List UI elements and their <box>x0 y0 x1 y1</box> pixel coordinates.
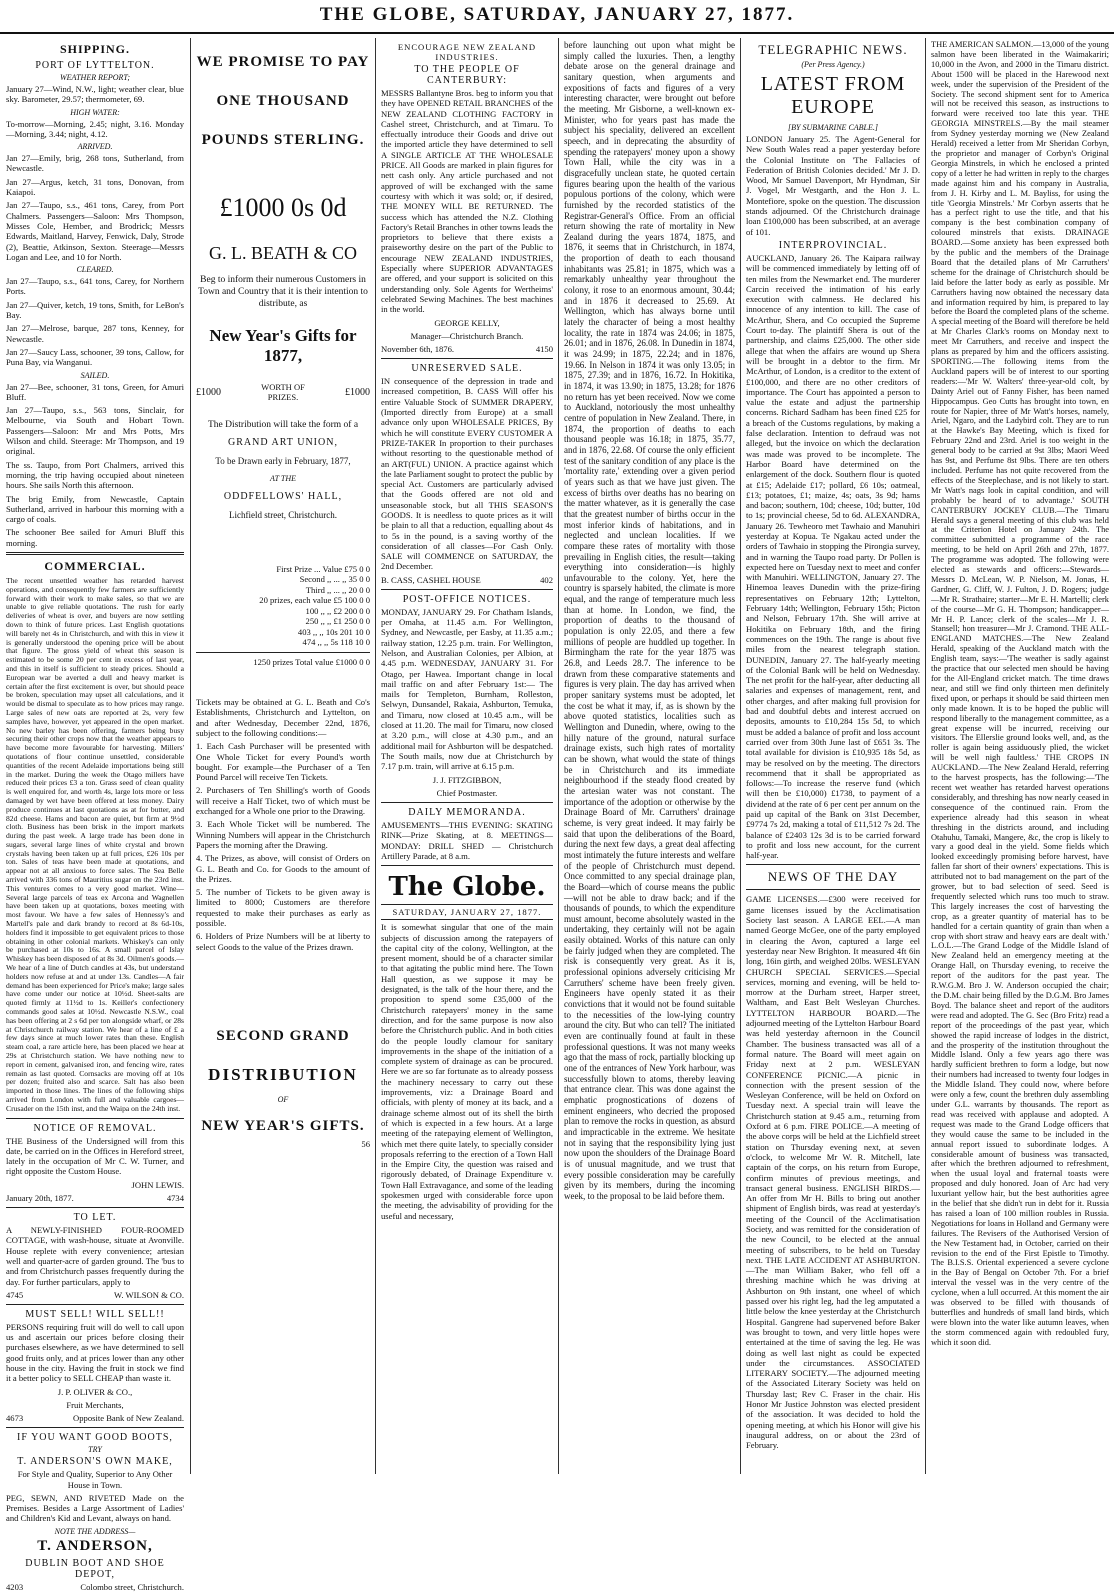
distribution: DISTRIBUTION <box>208 1064 358 1084</box>
news-of-the-day-heading: NEWS OF THE DAY <box>767 869 899 885</box>
condition: 6. Holders of Prize Numbers will be at liberty to select Goods to the value of the Prizes drawn. <box>196 931 370 952</box>
column-divider <box>375 38 376 1474</box>
interprovincial-news: AUCKLAND, January 26. The Kaipara railway will be commenced immediately by letting off of ten miles from the Newmarket end. The murderer Carcin received the intimation of his early execution with calmness. He declared his innocence of any intention to kill. The case of McArthur, Shera, and Co occupied the Supreme Court to-day. The plaintiff Shera is out of the partnership, and claims £25,000. The other side allege that when the affairs are wound up Shera will be brought in a debtor to the firm. Mr McArthur, of London, is a creditor to the extent of £100,000, and there are no other creditors of importance. The Court has appointed a person to value the estate and adjust the partnership concerns. Richard Sadham has been fined £25 for a breach of the Customs regulations, by making a false declaration. Intention to defraud was not alleged, but the invoice on which the declaration was made was proved to be incomplete. The Harbor Board have determined on the enlargement of the dock. Southern flour is quoted at £15; Adelaide £17; pollard, £6 10s; oatmeal, £13; potatoes, £1; maize, 4s; oats, 3s 9d; hams and bacon; southern, 10d; cheese, 10d; butter, 10d to 1s; provincial cheese, 5d to 6d. ALEXANDRA, January 26. Tewheoro met Tawhaio and Manuhiri yesterday at Kopua. Te Ngakau acted under the orders of Tawhaio in stopping the Pirongia survey, and in warning the Taupo road party. Dr Pollen is expected here on Tuesday next to meet and confer with Manuhiri. WELLINGTON, January 27. The Hinemoa leaves Dunedin with the prize-firing representatives on February 12th; Lyttelton, February 14th; Wellington, February 15th; Picton and Nelson, February 17th. She will arrive at Hokitika on February 18th, and the firing commences on the 19th. The range is about five miles from the nearest telegraph station. DUNEDIN, January 27. The half-yearly meeting of the Colonial Bank will be held on Wednesday. The net profit for the half-year, after deducting all salaries and expenses of management, rent, and other charges, and after making full provision for bad and doubtful debts and interest accrued on deposits, amounts to £10,284 15s 5d, to which must be added a balance of profit and loss account carried over from 30th June last of £651 3s. The total available for division is £10,935 18s 5d, as may be resolved on by the meeting. The directors recommend that it shall be appropriated as follows:—To increase the reserve fund (which will then be £10,000) £1738, to payment of a dividend at the rate of 6 per cent per annum on the paid up capital of the Bank on 31st December, £9774 7s 2d, making a total of £11,512 7s 2d. The balance of £2403 12s 3d is to be carried forward to profit and loss new account, for the current half-year. <box>746 252 920 861</box>
to-let-footer <box>6 1290 184 1300</box>
of-label: OF <box>277 1094 289 1104</box>
boots-tagline: For Style and Quality, Superior to Any Other House in Town. <box>17 1469 173 1490</box>
column-editorial-cont <box>564 40 735 1474</box>
must-sell-trade: Fruit Merchants, <box>66 1399 124 1410</box>
commercial-report: The recent unsettled weather has retarded harvest operations, and consequently few farmers are sufficiently forward with their work to make sales, so that we are unable to give reliable quotations. The rush for early deliveries of wheat is over, and buyers are now settling down to think of future prices. Last English quotations will barely net 4s in Christchurch, and with this in view it is generally understood the opening price will be about that figure. The gross yield of wheat this season is estimated to be some 20 per cent in excess of last year, and this in itself is sufficient to steady prices. Should a European war be averted a dull and heavy market is certain after the first excitement is over, but should peace be broken, speculation may upset all calculations, and it would be dismal to speculate as to how prices may range. Large sales of new oats are reported at 2s, very few samples have, however, yet appeared in the open market. No new barley has been offering, farmers being busy securing their other crops now that the weather appears to have become more favourable for harvesting. Millers' quotations of flour continue unsettled, considerable quantities of the recent Adelaide importations being still in the market. During the week the Otago millers have reduced their prices £3 a ton. Grass seed of clean quality is well enquired for, and worth 4s, large lots more or less damaged by wet have been offered at less money. Dairy produce continues at last quotations as at for butter, and 82d cheese. Hams and bacon are quiet, but firm at 9½d cloth. Business has been brisk in the import markets during the past week. A large trade has been done in sugars, several large lines of white crystal and brown crystals having been taken up at full prices, £26 10s per ton. Sales of teas have been made at quotations, and appear not at all anxious to force sales. The Sea Belle arrived with 336 tons of Mauritius sugar on the 23rd inst. This ventures comes to a very good market. Wine—Several large parcels of teas ex Arcona and Wagnellen have been taken up at quotations, boxes meeting with most favour. We have a few sales of Hennessy's and Martell's pale and dark brandy to record at 8s 6d-10s, holders find it impossible to get equivalent prices to those obtaining in other colonial markets. Whiskey's can only be purchased at 10s to 16s. A small parcel of Islay Whiskey has been disposed of at 8s 3d. Oilmen's goods.—We hear of a line of Dutch candles at 43s, but understand holders now refuse at and at under 13s. Candles—A fair demand has been experienced for Price's make; large sales have come under our notice at 10½d. Sheet-salts are quoted firmly at 11½d to 1s. Keiller's confectionery commands good sales at 10½d. Newcastle N.S.W., coal has been offering at 2 s 6d per ton alongside wharf, or 28s at Christchurch railway station. We hear of a line of £ a few days since at much lower rates than these. English steam coal, a rare article here, has been placed we hear at 29s at Christchurch station. We have nothing new to report in cement, galvanised iron, and fencing wire, rates remain as last quoted. Cornsacks are moving off at 10s per dozen; fruited also and scarce. Salt has also been imported in those lines. The lines of the following ships arrived from London with full and valuable cargoes—Crusader on the 15th inst, and the Waipa on the 24th inst. <box>6 575 184 1113</box>
divider <box>381 802 553 803</box>
to-let-signature: W. WILSON & CO. <box>114 1289 184 1300</box>
prize-row <box>196 564 370 575</box>
ad-number: 4150 <box>535 344 553 355</box>
people-heading: TO THE PEOPLE OF CANTERBURY: <box>414 64 520 86</box>
post-office-heading: POST-OFFICE NOTICES. <box>402 593 532 605</box>
removal-footer <box>6 1193 184 1203</box>
boots-depot: DUBLIN BOOT AND SHOE DEPOT, <box>25 1557 165 1580</box>
prize-row <box>196 585 370 596</box>
divider <box>6 552 184 555</box>
prize-row <box>196 627 370 638</box>
to-let-notice: A NEWLY-FINISHED FOUR-ROOMED COTTAGE, with wash-house, situate at Avonville. House replete with every convenience; artesian well and quarter-acre of garden ground. The 'bus to and from Christchurch passes frequently during the day. For further particulars, apply to <box>6 1225 184 1287</box>
ad-number: 4745 <box>6 1289 24 1300</box>
masthead-rule <box>0 32 1114 34</box>
prize-label: Third ,, ... ,, 20 0 0 <box>305 584 370 595</box>
prize-label: 474 ,, ,, 5s 118 10 0 <box>302 637 370 648</box>
editorial-continued: before launching out upon what might be simply called the luxuries. Then, a lengthy debate arose on the general drainage and sanitary question, when arguments and expositions of facts and figures of a very interesting character, were brought out before the meeting. Mr Gisborne, a well-known ex-Minister, who for years past has made the subject his speciality, delivered an excellent speech, and in deprecating the absurdity of spending the ratepayers' money upon a showy Town Hall, while the city was in a disgracefully unclean state, he quoted certain figures bearing upon the health of the various populous portions of the colony, which were furnished by the recorded statistics of the Registrar-General's Office. From an official return showing the rate of mortality in New Zealand during the years 1874, 1875, and 1876, it seems that in Christchurch, in 1874, the proportion of death to each thousand inhabitants was 25.81; in 1875, which was a remarkably unhealthy year throughout the colony, it rose to an enormous amount, 30.44; and in 1876 it decreased to 25.69. At Wellington, which has always borne until lately the character of being a most healthy locality, the rate in 1874 was 24.06; in 1875, 26.01; and in 1876, 26.08. In Dunedin in 1874, it was 24.99; in 1875, 22.24; and in 1876, 19.66. In Nelson in 1874 it was only 13.05; in 1875, 27.39; and in 1876, 16.72. In Hokitika, in 1874, it was 13.90; in 1875, 13.28; for 1876 no return has yet been received. Now we come to Auckland, notoriously the most unhealthy centre of population in New Zealand. There, in 1874, the proportion of deaths to each thousand people was 16.18; in 1875, 35.77, and in 1876, 22.68. Of course the only efficient test of the sanitary condition of any place is the 'mortality rate,' extending over a given period of years such as that we have just given. The excess of births over deaths has no bearing on the matter whatever, as it is generally the case that the greatest number of births occur in the most inferior kinds of habitations, and in neglected and unclean localities. If we compare these rates of mortality with those prevailing in English cities, the result—taking everything into consideration—is highly unfavourable to the colony. Yet, here the country is sparsely habited, the climate is more equal, and the range of temperature much less than at home. In London, we find, the proportion of deaths to the thousand of population is only 22.05, and there a few millions of people are huddled up together. In Birmingham the rate for the year 1875 was 26.8, and Leeds 28.7. The inference to be drawn from these comparative statements and figures is very plain. The day has arrived when proper sanitary systems must be adopted, let the cost be what it may, if, as is shown by the above quoted statistics, localities such as Wellington and Dunedin, where, owing to the hilly nature of the ground, natural surface drainage exists, such high rates of mortality can be shown, what would the state of things be in Christchurch and its immediate neighbourhood if the steady flood created by the artesian water was not constant. The importance of the adoption or otherwise by the Drainage Board of Mr. Carruthers' drainage scheme, is very great indeed. It may fairly be said that upon the deliberations of the Board, during the next few days, a great deal affecting most intimately the future interests and welfare of the people of Christchurch must depend. Once committed to any special drainage plan, the Board—which of course means the public—will not be able to draw back; and if the thousands of pounds, to which the expenditure must amount, become absolutely wasted in the undertaking, they certainly will not be again easily obtained. Works of this nature can only be fairly judged when they are completed. The risk is consequently very great. As it is, professional opinions adversely criticising Mr Carruthers' scheme have been freely given. Engineers have openly stated it as their convictions that it would not be found suitable to the necessities of the low-lying country around the city. But who can tell? The initiated even are continually found at fault in these professional questions. It was not many weeks ago that the mass of rock, partially blocking up one of the entrances of New York harbour, was successfully blown to atoms, thereby leaving that entrance clear. This was done against the emphatic prognostications of dozens of eminent engineers, who decried the proposed plan to remove the rocks in question, as absurd and impracticable in the extreme. We hesitate not in saying that the responsibility lying just now upon the shoulders of the Drainage Board is of unusual magnitude, and we trust that every possible consideration may be carefully given by its members, during the incoming week, to the proposal to be laid before them. <box>564 40 735 1201</box>
removal-heading: NOTICE OF REMOVAL. <box>33 1122 157 1134</box>
divider <box>381 865 553 866</box>
advert-amount: £1000 0s 0d <box>219 193 347 222</box>
second-grand: SECOND GRAND <box>216 1027 350 1044</box>
sailed-heading: SAILED. <box>80 370 110 380</box>
postmaster-signature: J. J. FITZGIBBON, <box>432 774 502 785</box>
prize-row <box>196 595 370 606</box>
ad-number: 56 <box>361 1138 370 1149</box>
advert-line-1: WE PROMISE TO PAY <box>196 54 370 70</box>
cleared-heading: CLEARED. <box>76 265 114 275</box>
latest-from-europe: LATEST FROM EUROPE <box>760 73 906 118</box>
shipping-entry: Jan 27—Emily, brig, 268 tons, Sutherland, from Newcastle. <box>6 153 184 174</box>
prize-label: 403 ,, ,, 10s 201 10 0 <box>297 626 370 637</box>
globe-title: The Globe. <box>388 872 546 903</box>
weather-heading: WEATHER REPORT; <box>59 73 131 82</box>
column-divider <box>925 38 926 1474</box>
clothing-signature: GEORGE KELLY, <box>434 317 500 328</box>
prize-label: 20 prizes, each value £5 100 0 0 <box>259 595 370 606</box>
removal-notice: THE Business of the Undersigned will from this date, be carried on in the Offices in Hereford street, lately in the occupation of Mr C. W. Turner, and right opposite the Custom House. <box>6 1135 184 1177</box>
worth-middle: WORTH OF PRIZES. <box>261 382 305 402</box>
must-sell-heading: MUST SELL! WILL SELL!! <box>25 1308 165 1320</box>
shipping-entry: Jan 27—Taupo, s.s., 563 tons, Sinclair, for Melbourne, via South and Hobart Town. Passengers—Saloon: Mr and Mrs Potts, Mrs Wilson and child. Steerage: Mr Thompson, and 19 original. <box>6 405 184 457</box>
prize-total-label: 1250 prizes Total value £1000 0 0 <box>253 656 370 667</box>
divider <box>6 1118 184 1119</box>
must-sell-footer <box>6 1413 184 1423</box>
new-years-gifts: NEW YEAR'S GIFTS. <box>201 1117 365 1134</box>
must-sell-signature: J. P. OLIVER & CO., <box>57 1386 133 1397</box>
prize-row <box>196 637 370 648</box>
boots-heading: IF YOU WANT GOOD BOOTS, <box>17 1432 173 1444</box>
shipping-entry: Jan 27—Taupo, s.s., 641 tons, Carey, for Northern Ports. <box>6 276 184 297</box>
memoranda: AMUSEMENTS—THIS EVENING: SKATING RINK—Prize Skating, at 8. MEETINGS—MONDAY: DRILL SHED — Christchurch Artillery Parade, at 8 a.m. <box>381 820 553 861</box>
clothing-footer <box>381 344 553 354</box>
london-news: LONDON January 25. The Agent-General for New South Wales read a paper yesterday before the Colonial Institute on 'The Fallacies of Federation of British Colonies decided.' Mr J. D. Wood, Mr Samuel Davenport, Mr Hyndman, Sir J. Vogel, Mr Westgarth, and the Hon J. L. Montefiore, spoke on the question. The discussion stands adjourned. Of the Christchurch drainage loan £100,000 has been subscribed, at an average of 101. <box>746 134 920 237</box>
shipping-heading: SHIPPING. <box>59 42 130 56</box>
worth-left: £1000 <box>196 386 221 398</box>
sale-footer <box>381 575 553 585</box>
divider <box>6 1304 184 1305</box>
tickets-info: Tickets may be obtained at G. L. Beath and Co's Establishments, Christchurch and Lyttelton, on and after Wednesday, December 22nd, 1876, subject to the following conditions:— <box>196 697 370 738</box>
editorial-text: It is somewhat singular that one of the main subjects of discussion among the ratepayers of the capital city of the colony, Wellington, at the present moment, should be of a character similar to that agitating the public mind here. The Town Hall question, as we suppose it may be designated, is the talk of the hour there, and the proposition to spend some £35,000 of the Christchurch ratepayers' money in the same direction, and for the same purpose is now also before the Christchurch public. And in both cities do the people loudly clamour for sanitary improvements in the shape of the initiation of a complete system of drainage as can be procured. Here we are so far fortunate as to already possess the machinery necessary to carry out these improvements, viz: a Drainage Board and officials, with plenty of money at its back, and a drainage scheme almost out of its shell the birth of which is expected in a few hours. At a large meeting of the ratepaying element of Wellington, which met there quite lately, to specially consider proposals referring to the erection of a Town Hall in the Empire City, the question was raised and rigorously debated, of Drainage Expenditure v. Town Hall Extravagance, and some of the leading spokesmen urged with considerable force upon the meeting, the advisability of providing for the useful and necessary, <box>381 922 553 1221</box>
boots-footer <box>6 1582 184 1592</box>
shipping-entry: Jan 27—Quiver, ketch, 19 tons, Smith, for LeBon's Bay. <box>6 299 184 321</box>
globe-date: SATURDAY, JANUARY 27, 1877. <box>381 904 553 920</box>
post-office-notices: MONDAY, JANUARY 29. For Chatham Islands, per Omaha, at 11.45 a.m. For Wellington, Sydney, and Newcastle, per Easby, at 11.35 a.m.; railway station, 12.25 p.m. train. For Wellington, Nelson, and Australian Colonies, per Albion, at 4.45 p.m. WEDNESDAY, JANUARY 31. For Otago, per Hawea. Important change in local mail traffic on and after February 1st:— The mails for Templeton, Burnham, Rolleston, Selwyn, Dunsandel, Rakaia, Ashburton, Temuka, and Timaru, now closed at 10.45 a.m., will be closed at 11.20. The mail for Timaru, now closed at 3.20 p.m., will close at 4.30 p.m., and an additional mail for Ashburton will be despatched. The South mails, now due at Christchurch by 7.17 p.m. train, will arrive at 6.15 p.m. <box>381 606 553 772</box>
column-divider <box>740 38 741 1474</box>
boots-note: NOTE THE ADDRESS— <box>54 1526 136 1536</box>
advert-line-3: POUNDS STERLING. <box>201 132 365 148</box>
divider <box>381 358 553 359</box>
commercial-heading: COMMERCIAL. <box>44 558 146 573</box>
ad-number: 4673 <box>6 1413 24 1424</box>
removal-date: January 20th, 1877. <box>6 1193 74 1204</box>
divider <box>6 1427 184 1428</box>
advert-intro: Beg to inform their numerous Customers in Town and Country that it is their intention to distribute, as <box>198 275 368 309</box>
shipping-entry: Jan 27—Taupo, s.s., 461 tons, Carey, from Port Chalmers. Passengers—Saloon: Mrs Thompson, Misses Cole, Hember, and Brodrick; Messrs Edwards, Maitland, Harvey, Fenwick, Daly, Strode (2), Beattie, Atkinson, Sexton. Steerage—Messrs Logan and Lee, and 10 for North. <box>6 200 184 262</box>
divider <box>196 652 370 653</box>
divider <box>6 1207 184 1208</box>
worth-right: £1000 <box>345 386 370 398</box>
prize-label: 100 ,, ,, £2 200 0 0 <box>305 605 370 616</box>
condition: 3. Each Whole Ticket will be numbered. The Winning Numbers will appear in the Christchurch Papers the morning after the Drawing. <box>196 819 370 850</box>
condition: 2. Purchasers of Ten Shilling's worth of Goods will receive a Half Ticket, two of which must be exchanged for a Whole one prior to the Drawing. <box>196 785 370 817</box>
boots-street: Colombo street, Christchurch. <box>80 1581 184 1592</box>
sale-heading: UNRESERVED SALE. <box>411 363 523 375</box>
news-continued: THE AMERICAN SALMON.—13,000 of the young salmon have been liberated in the Waimakariri; 10,000 in the Avon, and 2000 in the Timaru district. About 1500 will be placed in the Harewood next week, under the supervision of the President of the Society. The second shipment sent for to America will not be received this season, as instructions to forward were received too late this year. THE GEORGIA MINSTRELS.—By the mail steamer from Sydney yesterday morning we (New Zealand Herald) received a letter from Mr Sheridan Corbyn, the proprietor and manager of Corbyn's Original Georgia Minstrels, in which he enclosed a printed copy of a letter he had written in reply to the charges made against him and his company in Australia, from J. H. Kirby and L. M. Bayliss, for using the title 'Georgia Minstrels.' Mr Corbyn asserts that he has a perfect right to use the title, and that his company is the best combination company of coloured minstrels that exists. DRAINAGE BOARD.—Some anxiety has been expressed both by the public and the members of the Drainage Board that the detailed plans of Mr Carruthers' scheme for the drainage of Christchurch should be laid before the latter body as early as possible. Mr Carruthers having now obtained the necessary data and information required by him, is prepared to lay before the Board the completed plans of the scheme. A special meeting of the Board will therefore be held at Mr Charles Clark's rooms on Monday next to meet Mr Carruthers, and receive and inspect the plans as prepared by him and the officers assisting. SPORTING.—The following items from the Auckland papers will be of interest to our sporting readers:—'Mr W. Walters' three-year-old colt, by Dainty Ariel out of Fanny Fisher, has been named Hippocampus. Geo Cutts has brought into town, en route for Napier, three of Mr Watt's horses, namely, Ariel, Ngaro, and the Ladybird colt. They are to run at the Hawke's Bay Meeting, which is fixed for February 22nd and 23rd. Ariel is too weight in the general body to be carried at 9st 3lbs; Maori Weed has 9st, and Perfume 8st 9lbs. There are ten others included. Perfume has not quite recovered from the effects of the Steeplechase, and is not likely to start. Mr Watt's nags look in capital condition, and will probably be heard of to advantage.' SOUTH CANTERBURY JOCKEY CLUB.—The Timaru Herald says a general meeting of this club was held at the Criterion Hotel on January 24th. The committee submitted a programme of the race meeting, to be held on April 26th and 27th, 1877. The programme was adopted. The following were elected as stewards and officers:—Stewards—Messrs D. McLean, W. P. Nielson, M. Jonas, H. Gardner, G. Cliff, W. J. Fulton, J. D. Rogers; judge—Mr R. Strathaire; starter—Mr E. H. Martelli; clerk of the course—Mr G. H. Thompson; handicapper—Mr H. P. Lance; clerk of the scales—Mr J. R. Stansell; hon treasurer—Mr J. Cramond. THE ALL-ENGLAND MATCHES.—The New Zealand Herald, speaking of the Auckland match with the English team, says:—'The weather is sadly against the practice that our selected men should be having for the All-England cricket match. The time draws near, and still we find only thirteen men definitely fixed upon, or perhaps it should be said thirteen men only made known. It is to be hoped the public will respond liberally to the management committee, as a great expense will be incurred, receiving our visitors. The Ellerslie ground looks well, and, as the roller is again being assiduously plied, the wicket will be well nigh faultless.' THE CROPS IN AUCKLAND.—The New Zealand Herald, referring to the harvest prospects, has the following:—'The recent wet weather has retarded harvest operations considerably, and threshing has now nearly ceased in consequence of the continued rain. From the experience already had this season in wheat threshing in the districts around, and including Otahuhu, Tamaki, Mangere, &c, the crop is likely to vary a good deal in the yield. Some fields which looked exceedingly promising before harvest, have fallen far short of their owners' expectations. This is attributed not to bad management on the part of the grower, but to bad selection of seed. Seed is frequently selected which runs too much to straw. This largely increases the cost of harvesting the crop, as a greater quantity of material has to be handled for a certain quantity of grain than when a crop with short straw and heavy ears are dealt with.' L.O.L.—The Grand Lodge of the Middle Island of New Zealand held an emergency meeting at the Orange Hall, on Thursday evening, to receive the report of the auditors for the past year. The R.W.G.M. Bro J. W. Anderson occupied the chair; the D.M. chair being filled by the D.G.M. Bro James Boyd. The balance sheet and report of the auditors were read and adopted. The G. Sec (Bro Fritz) read a report of the proceedings of the past year, which showed the rapid increase of lodges in the district, and the prosperity of the institution throughout the Middle Island. Only a few years ago there was hardly sufficient brethren to form a lodge, but now their numbers had increased to twenty four lodges in the Middle Island. They could now, where before were only a few, count the brethren duly assembling under G.L. warrants by thousands. The report as read was received with applause and adopted. A request was made to the Grand Lodge officers that they would cause the same to be included in the annual report issued to subordinate lodges. A considerable amount of business was transacted, after which the brethren adjourned to refreshment, when the usual loyal and fraternal toasts were proposed and duly honored. Joan of Arc had very luxuriant yellow hair, but the best authorities agree in the belief that she didn't run in debt for it. Russia has raised a loan of 100 million roubles in Russia. Negotiations for loans in Holland and Germany were failures. The Revisers of the Authorised Version of the New Testament had, in October, carried on their revision to the end of the First Epistle to Timothy. The B.I.S.S. Oriental experienced a severe cyclone in the Bay of Bengal on October 7th. For a brief interval the vessel was in the very centre of the cyclone, when a lull occurred. At this moment the air was observed to be filled with thousands of butterflies and hundreds of small land birds, which were blown into the water like autumn leaves, when the storm commenced again with redoubled fury, which it soon did. <box>931 40 1109 1347</box>
ad-number: 402 <box>540 574 553 585</box>
prize-label: Second ,, ... ,, 35 0 0 <box>299 574 370 585</box>
telegraphic-heading: TELEGRAPHIC NEWS. <box>758 42 908 57</box>
column-beath-advert <box>196 40 370 1474</box>
boots-address-name: T. ANDERSON, <box>37 1537 153 1554</box>
arrived-heading: ARRIVED. <box>77 142 113 152</box>
shipping-note: The schooner Bee sailed for Amuri Bluff this morning. <box>6 527 184 548</box>
press-agency: (Per Press Agency.) <box>801 60 865 69</box>
column-shipping <box>6 40 184 1592</box>
shipping-note: The brig Emily, from Newcastle, Captain Sutherland, arrived in harbour this morning with a cargo of coals. <box>6 493 184 525</box>
removal-signature: JOHN LEWIS. <box>131 1179 184 1190</box>
high-water-times: To-morrow—Morning, 2.45; night, 3.16. Monday—Morning, 3.44; night, 4.12. <box>6 118 184 139</box>
advert-drawn: To be Drawn early in February, 1877, <box>215 456 351 466</box>
advert-at: AT THE <box>269 474 296 484</box>
divider <box>746 864 920 865</box>
news-of-the-day: GAME LICENSES.—£300 were received for game licenses issued by the Acclimatisation Society last season. A LARGE EEL.—A man named George McGee, one of the party employed in clearing the Avon, captured a large eel yesterday near New Brighton. It measured 4ft 6in long, 16in girth, and weighed 20lbs. WESLEYAN CHURCH SPECIAL SERVICES.—Special services, morning and evening, will be held to-morrow at the Durham street, Harper street, Waltham, and East Belt Wesleyan Churches. LYTTELTON HARBOUR BOARD.—The adjourned meeting of the Lyttelton Harbour Board was held yesterday afternoon in the Council Chamber. The business transacted was all of a formal nature. The Board will meet again on Friday next at 2 p.m. WESLEYAN CONFERENCE PICNIC.—A picnic in connection with the present session of the Wesleyan Conference, will be held on Oxford on Tuesday next. A special train will leave the Christchurch station at 9.45 a.m., returning from Oxford at 6 p.m. FIRE POLICE.—A meeting of the above corps will be held at the Lichfield street station on Thursday evening next, at seven o'clock, to welcome Mr W. R. Mitchell, late captain of the corps, on his return from Europe, confirm minutes of previous meetings, and transact general business. ENGLISH BIRDS.—An offer from Mr H. Bills to bring out another shipment of English birds, was read at yesterday's meeting of the Council of the Acclimatisation Society, and was remitted for the consideration of the new Council, to be elected at the annual meeting of subscribers, to be held on Tuesday next. THE LATE ACCIDENT AT ASHBURTON.—The man William Baker, who fell off a threshing machine which he was driving at Ashburton on 9th instant, one wheel of which passed over his right leg, had the leg amputated a little below the knee yesterday at the Christchurch Hospital. Gangrene had supervened before Baker was brought to town, and very little hopes were entertained at the time of saving the leg. He was doing as well last night as could be expected under the circumstances. ASSOCIATED LITERARY SOCIETY.—The adjourned meeting of the Associated Literary Society was held on Thursday last; Rev C. Fraser in the chair. His Honor Mr Justice Johnston was elected president of the association. It was decided to hold the opening meeting, at which his Honor will give his inaugural address, on or about the 23rd of February. <box>746 894 920 1451</box>
must-sell-address: Opposite Bank of New Zealand. <box>73 1413 184 1424</box>
advert-line-2: ONE THOUSAND <box>216 93 350 109</box>
interprovincial-heading: INTERPROVINCIAL. <box>778 239 888 251</box>
boots-maker: T. ANDERSON'S OWN MAKE, <box>17 1456 173 1468</box>
ad-number: 4203 <box>6 1581 24 1592</box>
encourage-heading: ENCOURAGE NEW ZEALAND INDUSTRIES. <box>397 42 537 62</box>
memoranda-heading: DAILY MEMORANDA. <box>408 807 526 819</box>
masthead: THE GLOBE, SATURDAY, JANUARY 27, 1877. <box>319 4 795 25</box>
weather-report: January 27—Wind, N.W., light; weather clear, blue sky. Barometer, 29.57; thermometer, 69. <box>6 84 184 105</box>
to-let-heading: TO LET. <box>73 1212 117 1224</box>
sale-signature: B. CASS, CASHEL HOUSE <box>381 574 481 585</box>
column-divider <box>558 38 559 1474</box>
must-sell-notice: PERSONS requiring fruit will do well to call upon us and ascertain our prices before closing their purchases elsewhere, as we have determined to sell good fruits only, and at prices lower than any other house in the city. Having the fruit in stock we find it a better policy to SELL CHEAP than waste it. <box>6 1321 184 1384</box>
advert-distribution: The Distribution will take the form of a <box>207 420 359 430</box>
advert-firm: G. L. BEATH & CO <box>209 243 357 263</box>
shipping-entry: Jan 27—Saucy Lass, schooner, 39 tons, Callow, for Puna Bay, via Wanganui. <box>6 346 184 368</box>
clothing-date: November 6th, 1876. <box>381 344 455 355</box>
shipping-entry: Jan 27—Argus, ketch, 31 tons, Donovan, from Kaiapoi. <box>6 176 184 198</box>
ad-number: 4734 <box>166 1193 184 1204</box>
shipping-entry: Jan 27—Melrose, barque, 287 tons, Kenney, for Newcastle. <box>6 323 184 344</box>
boots-description: PEG, SEWN, AND RIVETED Made on the Premises. Besides a Large Assortment of Ladies' and Children's Kid and Levant, always on hand. <box>6 1492 184 1524</box>
condition: 4. The Prizes, as above, will consist of Orders on G. L. Beath and Co. for Goods to the amount of the Prizes. <box>196 853 370 884</box>
column-divider <box>190 38 191 1474</box>
shipping-entry: Jan 27—Bee, schooner, 31 tons, Green, for Amuri Bluff. <box>6 381 184 402</box>
column-telegraphic <box>746 40 920 1474</box>
prize-row <box>196 616 370 627</box>
condition: 5. The number of Tickets to be given away is limited to 8000; Customers are therefore requested to make their purchases as early as possible. <box>196 887 370 929</box>
advert-street: Lichfield street, Christchurch. <box>229 510 337 521</box>
postmaster-title: Chief Postmaster. <box>436 787 498 798</box>
clothing-advert: MESSRS Ballantyne Bros. beg to inform you that they have OPENED RETAIL BRANCHES of the NEW ZEALAND CLOTHING FACTORY in Cashel street, Christchurch, and at Timaru. To effectually introduce their Goods and drive out the imported article they have determined to sell A SINGLE ARTICLE AT THE WHOLESALE PRICE. All Goods are marked in plain figures for nett cash only. Any article purchased and not approved of will be exchanged with the same courtesy with which it was sold; or, if desired, THE MONEY WILL BE RETURNED. The success which has attended the N.Z. Clothing Factory's Retail Branches in other towns leads the proprietors to believe that there exists a praiseworthy desire on the part of the Public to encourage NEW ZEALAND INDUSTRIES, Especially where SUPERIOR ADVANTAGES are offered, and your support is solicited on this understanding only. Sole Agents for Wertheims' celebrated Sewing Machines. The best machines in the world. <box>381 88 553 315</box>
divider <box>746 889 920 890</box>
boots-try: TRY <box>88 1445 102 1455</box>
divider <box>381 589 553 590</box>
column-news-cont <box>931 40 1109 1474</box>
high-water-heading: HIGH WATER: <box>70 107 120 117</box>
advert-hall: ODDFELLOWS' HALL, <box>223 491 343 503</box>
column-adverts-editorial <box>381 40 553 1474</box>
advert-worth <box>196 382 370 402</box>
advert-grand-art-union: GRAND ART UNION, <box>228 437 338 448</box>
prize-label: 250 ,, ,, £1 250 0 0 <box>305 616 370 627</box>
prize-total <box>196 657 370 668</box>
sale-notice: IN consequence of the depression in trade and increased competition, B. CASS Will offer his entire Valuable Stock of SUMMER DRAPERY, (Imported directly from Europe) at a small advance only upon WHOLESALE PRICES, By which he will constitute EVERY CUSTOMER A PRIZE-TAKER In proportion to their purchases without resorting to the questionable method of an ART(FUL) UNION. A practice against which the late Parliament sought to protect the public by special Act. Customers are particularly advised that the Goods offered are not old and unseasonable stock, but all THIS SEASON'S GOODS. It is needless to quote prices as it will be plain to all that a reduction, equalling about 4s to 5s in the pound, is a saving worthy of the consideration of all classes—For Cash Only. SALE will COMMENCE on SATURDAY, the 2nd December. <box>381 376 553 572</box>
prize-row <box>196 606 370 617</box>
submarine-cable: [BY SUBMARINE CABLE.] <box>788 123 878 132</box>
advert-gifts: New Year's Gifts for 1877, <box>209 326 357 365</box>
prize-label: First Prize ... Value £75 0 0 <box>276 563 370 574</box>
clothing-manager: Manager—Christchurch Branch. <box>410 330 524 341</box>
prize-row <box>196 574 370 585</box>
shipping-note: The ss. Taupo, from Port Chalmers, arrived this morning, the trip having occupied about nineteen hours. She sails North this afternoon. <box>6 459 184 491</box>
port-heading: PORT OF LYTTELTON. <box>35 60 155 71</box>
condition: 1. Each Cash Purchaser will be presented with One Whole Ticket for every Pound's worth bought. For example—the Purchaser of a Ten Pound Parcel will receive Ten Tickets. <box>196 741 370 783</box>
